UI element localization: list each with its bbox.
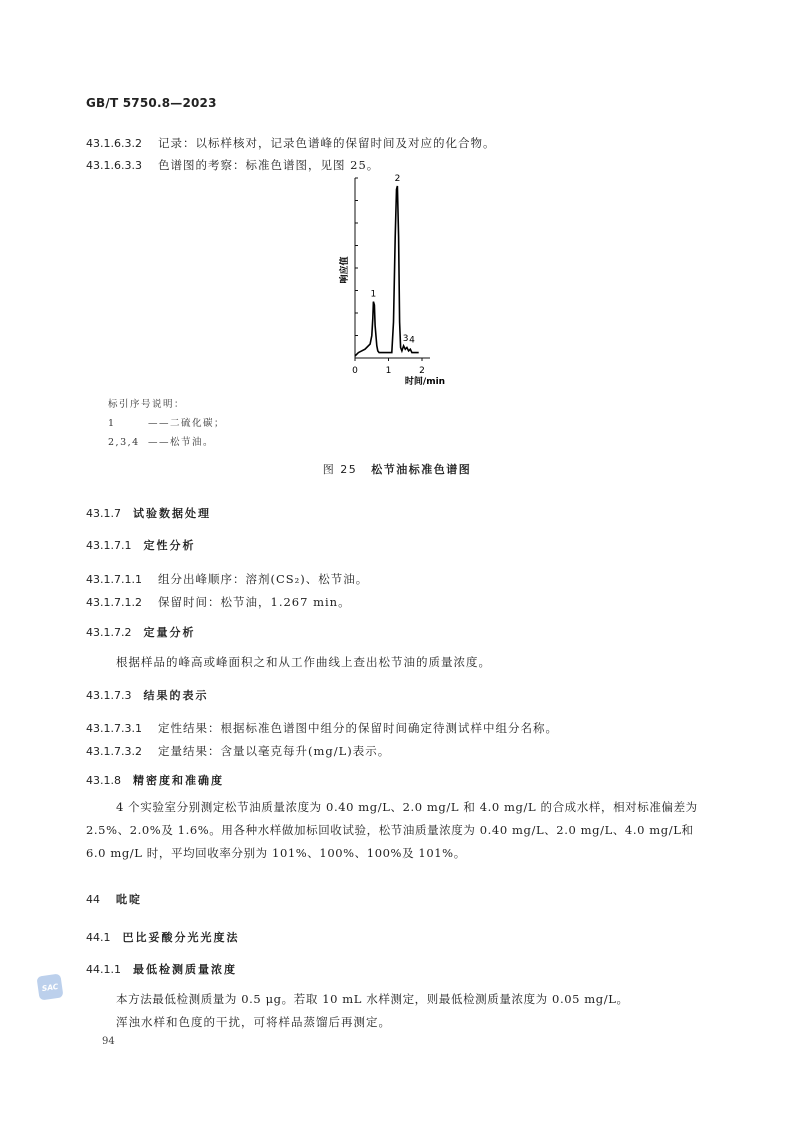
figure-number: 图 25 bbox=[322, 463, 358, 476]
x-tick-label: 0 bbox=[352, 366, 358, 376]
heading-43-1-7-1 bbox=[86, 537, 195, 553]
clause-number: 43.1.6.3.2 bbox=[86, 137, 142, 150]
x-axis-label: 时间/min bbox=[404, 377, 446, 387]
paragraph-turbidity: 浑浊水样和色度的干扰，可将样品蒸馏后再测定。 bbox=[116, 1015, 391, 1029]
heading-43-1-8 bbox=[86, 772, 224, 788]
heading-title: 巴比妥酸分光光度法 bbox=[122, 931, 240, 944]
peak-label: 3 bbox=[402, 333, 409, 344]
x-tick-label: 2 bbox=[419, 366, 425, 376]
legend-title: 标引序号说明： bbox=[108, 399, 186, 410]
paragraph-detection-limit: 本方法最低检测质量为 0.5 μg。若取 10 mL 水样测定，则最低检测质量浓度为 0.05 mg/L。 bbox=[116, 992, 629, 1006]
clause-number: 43.1.7.3.2 bbox=[86, 745, 142, 758]
chromatogram-chart bbox=[320, 170, 460, 392]
clause-text: 定性结果：根据标准色谱图中组分的保留时间确定待测试样中组分名称。 bbox=[158, 721, 558, 735]
peak-label: 2 bbox=[394, 174, 401, 184]
chromatogram-trace bbox=[355, 186, 419, 356]
heading-number: 43.1.7.1 bbox=[86, 539, 132, 552]
x-ticks bbox=[352, 358, 425, 376]
legend-item bbox=[108, 415, 225, 429]
legend-item bbox=[108, 434, 214, 448]
heading-title: 吡啶 bbox=[116, 893, 142, 906]
clause-number: 43.1.7.3.1 bbox=[86, 722, 142, 735]
clause-text: 定量结果：含量以毫克每升(mg/L)表示。 bbox=[158, 744, 391, 758]
heading-43-1-7-3 bbox=[86, 687, 208, 703]
legend-name: 松节油。 bbox=[170, 437, 215, 448]
x-tick-label: 1 bbox=[385, 366, 392, 376]
clause-text: 组分出峰顺序：溶剂(CS₂)、松节油。 bbox=[158, 572, 369, 586]
heading-44-1-1 bbox=[86, 961, 237, 977]
paragraph-quantitative: 根据样品的峰高或峰面积之和从工作曲线上查出松节油的质量浓度。 bbox=[116, 655, 491, 669]
peak-label: 4 bbox=[409, 335, 415, 346]
heading-title: 结果的表示 bbox=[143, 689, 209, 702]
heading-number: 43.1.7.2 bbox=[86, 626, 132, 639]
y-axis-label: 响应值 bbox=[340, 256, 350, 284]
clause-number: 43.1.7.1.1 bbox=[86, 573, 142, 586]
heading-number: 44.1 bbox=[86, 931, 111, 944]
clause-43-1-7-3-1 bbox=[86, 717, 558, 736]
heading-43-1-7 bbox=[86, 505, 211, 521]
page-number: 94 bbox=[102, 1036, 115, 1047]
legend-number: 2,3,4 bbox=[108, 437, 140, 448]
heading-number: 44 bbox=[86, 893, 100, 906]
heading-number: 43.1.7 bbox=[86, 507, 121, 520]
heading-title: 精密度和准确度 bbox=[133, 774, 224, 787]
heading-43-1-7-2 bbox=[86, 624, 195, 640]
paragraph-precision: 4 个实验室分别测定松节油质量浓度为 0.40 mg/L、2.0 mg/L 和 4.0 mg/L 的合成水样，相对标准偏差为 2.5%、2.0%及 1.6%。用各种水样做加标回收试验，松节油质量浓度为 0.40 mg/L、2.0 mg/L、4.0 mg/L和 6.0 mg/L 时，平均回收率分别为 101%、100%、100%及 101%。 bbox=[86, 800, 698, 860]
peak-label: 1 bbox=[370, 289, 377, 300]
clause-text: 记录：以标样核对，记录色谱峰的保留时间及对应的化合物。 bbox=[158, 136, 496, 150]
heading-title: 定量分析 bbox=[143, 626, 196, 639]
clause-43-1-7-3-2 bbox=[86, 740, 390, 759]
clause-43-1-6-3-2 bbox=[86, 132, 496, 151]
legend-dash: —— bbox=[148, 418, 170, 429]
clause-43-1-7-1-2 bbox=[86, 591, 351, 610]
heading-title: 定性分析 bbox=[143, 539, 196, 552]
heading-number: 43.1.8 bbox=[86, 774, 121, 787]
legend-name: 二硫化碳； bbox=[170, 418, 226, 429]
legend-dash: —— bbox=[148, 437, 170, 448]
heading-title: 最低检测质量浓度 bbox=[133, 963, 237, 976]
clause-text: 保留时间：松节油，1.267 min。 bbox=[158, 595, 351, 609]
figure-title: 松节油标准色谱图 bbox=[371, 463, 472, 476]
clause-number: 43.1.6.3.3 bbox=[86, 159, 142, 172]
heading-number: 43.1.7.3 bbox=[86, 689, 132, 702]
standard-number: GB/T 5750.8—2023 bbox=[86, 96, 217, 110]
clause-text: 色谱图的考察：标准色谱图，见图 25。 bbox=[158, 158, 380, 172]
clause-43-1-7-1-1 bbox=[86, 568, 368, 587]
figure-caption bbox=[0, 461, 794, 477]
legend-number: 1 bbox=[108, 418, 116, 429]
heading-44 bbox=[86, 891, 142, 907]
heading-number: 44.1.1 bbox=[86, 963, 121, 976]
sac-watermark-logo bbox=[36, 973, 63, 1000]
heading-title: 试验数据处理 bbox=[133, 507, 211, 520]
clause-number: 43.1.7.1.2 bbox=[86, 596, 142, 609]
watermark-text: SAC bbox=[41, 981, 59, 993]
heading-44-1 bbox=[86, 929, 240, 945]
